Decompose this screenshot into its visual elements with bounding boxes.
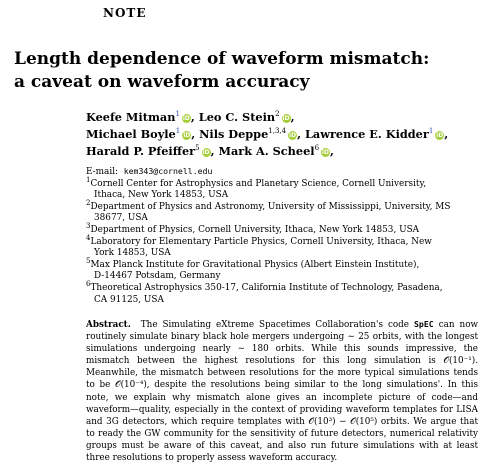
affiliation-number: 4 [86, 233, 91, 242]
affiliation-text: Laboratory for Elementary Particle Physics, Cornell University, Ithaca, New [90, 236, 432, 247]
title-line-2: a caveat on waveform accuracy [14, 72, 310, 92]
affiliation-6 [86, 279, 478, 295]
orcid-icon[interactable]: iD [282, 115, 290, 122]
affiliation-superscript[interactable]: 1 [428, 127, 434, 136]
affiliation-4 [86, 233, 478, 249]
abstract-text-1: The Simulating eXtreme Spacetimes Collaboration's code [140, 320, 409, 330]
orcid-icon[interactable]: iD [436, 132, 444, 139]
affiliation-4-cont: York 14853, USA [94, 248, 171, 259]
affiliation-text: Theoretical Astrophysics 350-17, California Institute of Technology, Pasadena, [90, 282, 443, 293]
orcid-icon[interactable]: iD [182, 115, 190, 122]
affiliation-text: Department of Physics and Astronomy, University of Mississippi, University, MS [90, 201, 451, 212]
affiliation-number: 6 [86, 279, 91, 288]
email-label: E-mail: [86, 167, 119, 177]
affiliation-number: 3 [86, 222, 91, 230]
author-name: Lawrence E. Kidder [304, 127, 429, 141]
orcid-icon[interactable]: iD [183, 132, 191, 139]
author-entry: Keefe Mitman$^1$iD, [86, 110, 195, 124]
author-name: Keefe Mitman [86, 110, 176, 124]
orcid-icon[interactable]: iD [322, 149, 330, 156]
affiliations-block [86, 166, 478, 306]
author-entry: Mark A. Scheel$^6$iD, [218, 144, 334, 158]
abstract-label: Abstract. [86, 320, 131, 330]
author-name: Michael Boyle [86, 127, 176, 141]
affiliation-3 [86, 222, 478, 237]
title-line-1: Length dependence of waveform mismatch: [14, 49, 430, 69]
affiliation-text: Department of Physics, Cornell University, Ithaca, New York 14853, USA [90, 224, 420, 235]
affiliation-superscript: 6 [314, 144, 320, 153]
affiliation-superscript: 1,3,4 [268, 127, 287, 136]
affiliation-5 [86, 256, 478, 272]
affiliation-2 [86, 198, 478, 214]
email-line [86, 166, 478, 179]
orcid-icon[interactable]: iD [202, 149, 210, 156]
author-entry: Harald P. Pfeiffer$^5$iD, [86, 144, 215, 158]
affiliation-6-cont: CA 91125, USA [94, 294, 164, 305]
affiliation-1-cont: Ithaca, New York 14853, USA [94, 190, 229, 201]
affiliation-superscript[interactable]: 1 [175, 127, 181, 136]
orcid-icon[interactable]: iD [289, 132, 297, 139]
author-entry: Michael Boyle$^1$iD, [86, 127, 196, 141]
affiliation-superscript: 2 [275, 110, 280, 119]
affiliation-superscript[interactable]: 1 [175, 110, 180, 119]
author-name: Mark A. Scheel [218, 144, 315, 158]
affiliation-text: Cornell Center for Astrophysics and Planetary Science, Cornell University, [90, 178, 427, 189]
note-label: NOTE [103, 6, 147, 20]
affiliation-number: 5 [86, 256, 91, 265]
affiliation-text: Max Planck Institute for Gravitational Physics (Albert Einstein Institute), [90, 259, 420, 270]
author-entry: Leo C. Stein$^2$iD, [198, 110, 295, 124]
author-name: Nils Deppe [199, 127, 269, 141]
author-name: Leo C. Stein [198, 110, 276, 124]
affiliation-number: 2 [86, 198, 91, 207]
affiliation-1 [86, 175, 478, 191]
affiliation-5-cont: D-14467 Potsdam, Germany [94, 271, 221, 282]
paper-title [14, 48, 474, 94]
author-list [86, 109, 478, 160]
abstract-text-2: can now routinely simulate binary black hole mergers undergoing ∼ 25 orbits, with the longest simulations undergoing nearly ∼ 180 orbits. While this sounds impressive, the mismatch between the highest resolutions for this long simulation is 𝒪(10⁻¹). Meanwhile, the mismatch between resolutions for the more typical simulations tends to be 𝒪(10⁻⁴), despite the resolutions being similar to the long simulations'. In this note, we explain why mismatch alone gives an incomplete picture of code—and waveform—quality, especially in the context of providing waveform templates for LISA and 3G detectors, which require templates with 𝒪(10³) − 𝒪(10⁵) orbits. We argue that to ready the GW community for the sensitivity of future detectors, numerical relativity groups must be aware of this caveat, and also run future simulations with at least three resolutions to properly assess waveform accuracy. [86, 320, 479, 464]
author-entry: Lawrence E. Kidder$^1$iD, [304, 127, 449, 141]
affiliation-number: 1 [86, 175, 91, 184]
email-address[interactable]: kem343@cornell.edu [123, 166, 213, 176]
affiliation-superscript: 5 [195, 144, 200, 153]
affiliation-2-cont: 38677, USA [94, 213, 148, 224]
code-name: SpEC [414, 319, 434, 329]
author-name: Harald P. Pfeiffer [86, 144, 196, 158]
author-entry: Nils Deppe$^{1,3,4}$iD, [199, 127, 302, 141]
abstract [86, 318, 478, 464]
